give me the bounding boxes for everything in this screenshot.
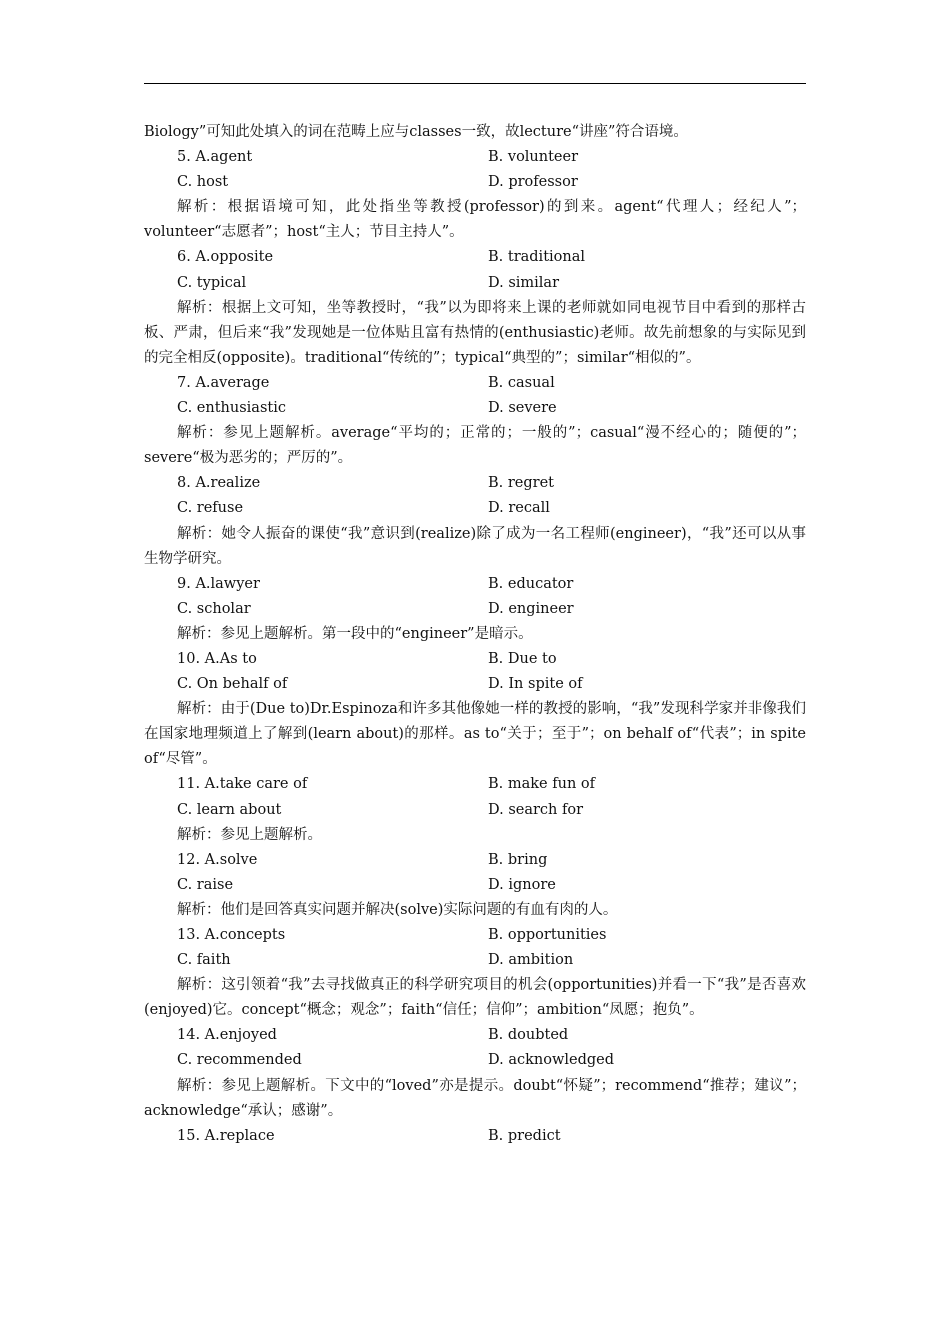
option-a: 12. A.solve — [177, 851, 258, 868]
question-block — [144, 848, 806, 923]
option-row — [144, 647, 806, 672]
question-block — [144, 371, 806, 471]
option-a: 10. A.As to — [177, 650, 257, 667]
option-d: D. In spite of — [488, 676, 583, 693]
explanation-paragraph: 解析：由于(Due to)Dr.Espinoza和许多其他像她一样的教授的影响，“我”发现科学家并非像我们在国家地理频道上了解到(learn about)的那样。as to“关于；至于”；on behalf of“代表”；in spite of“尽管”。 — [144, 701, 811, 768]
option-b: B. bring — [488, 851, 548, 868]
option-row — [144, 923, 806, 948]
option-row — [144, 848, 806, 873]
option-c: C. host — [177, 174, 229, 191]
option-a: 13. A.concepts — [177, 927, 286, 943]
option-b: B. Due to — [488, 650, 557, 667]
option-row — [144, 396, 806, 421]
option-d: D. severe — [488, 400, 557, 417]
option-row — [144, 597, 806, 622]
intro-paragraph: Biology”可知此处填入的词在范畴上应与classes一致，故lecture“讲座”符合语境。 — [144, 124, 688, 140]
option-d: D. ignore — [488, 876, 556, 893]
question-list — [144, 145, 811, 1124]
option-row — [144, 271, 806, 296]
option-b: B. volunteer — [488, 149, 579, 166]
option-a: 7. A.average — [177, 374, 270, 391]
option-a: 14. A.enjoyed — [177, 1027, 277, 1044]
option-row — [144, 471, 806, 496]
option-row — [144, 170, 806, 195]
option-a: 5. A.agent — [177, 149, 253, 166]
explanation-paragraph: 解析：参见上题解析。average“平均的；正常的；一般的”；casual“漫不经心的；随便的”；severe“极为恶劣的；严厉的”。 — [144, 425, 806, 467]
option-row — [144, 873, 806, 898]
option-row — [144, 948, 806, 973]
option-c: C. scholar — [177, 600, 251, 617]
question-block — [144, 647, 811, 772]
option-a: 11. A.take care of — [177, 776, 308, 793]
option-d: D. engineer — [488, 600, 574, 617]
option-row — [144, 245, 806, 270]
option-a: 6. A.opposite — [177, 249, 274, 266]
option-row — [144, 496, 806, 521]
option-c: C. raise — [177, 876, 234, 893]
option-row — [144, 1023, 806, 1048]
header-rule — [144, 83, 806, 84]
option-c: C. typical — [177, 274, 247, 291]
explanation-paragraph: 解析：根据上文可知，坐等教授时，“我”以为即将来上课的老师就如同电视节目中看到的那样古板、严肃，但后来“我”发现她是一位体贴且富有热情的(enthusiastic)老师。故先前想象的与实际见到的完全相反(opposite)。traditional“传统的”；typical“典型的”；similar“相似的”。 — [144, 299, 806, 366]
explanation-paragraph: 解析：参见上题解析。下文中的“loved”亦是提示。doubt“怀疑”；recommend“推荐；建议”；acknowledge“承认；感谢”。 — [144, 1077, 806, 1119]
question-block — [144, 145, 806, 245]
option-b: B. predict — [488, 1127, 561, 1144]
question-block — [144, 923, 806, 1023]
option-d: D. similar — [488, 274, 560, 291]
option-b: B. traditional — [488, 249, 586, 266]
option-d: D. professor — [488, 174, 578, 191]
option-b: B. opportunities — [488, 927, 607, 943]
option-b: B. doubted — [488, 1027, 569, 1044]
option-c: C. faith — [177, 952, 231, 969]
option-c: C. enthusiastic — [177, 400, 286, 417]
option-row — [144, 1048, 806, 1073]
option-c: C. On behalf of — [177, 676, 288, 693]
option-a: 15. A.replace — [177, 1127, 275, 1144]
option-row — [144, 1124, 806, 1149]
explanation-paragraph: 解析：她令人振奋的课使“我”意识到(realize)除了成为一名工程师(engineer)，“我”还可以从事生物学研究。 — [144, 525, 806, 567]
option-b: B. educator — [488, 575, 574, 592]
option-row — [144, 772, 806, 797]
option-c: C. learn about — [177, 801, 282, 818]
question-block — [144, 772, 806, 847]
option-b: B. make fun of — [488, 776, 595, 793]
explanation-paragraph: 解析：参见上题解析。 — [177, 826, 322, 843]
question-block — [144, 471, 806, 571]
explanation-paragraph: 解析：参见上题解析。第一段中的“engineer”是暗示。 — [177, 625, 533, 642]
option-d: D. ambition — [488, 952, 574, 969]
option-row — [144, 145, 806, 170]
page-content — [144, 120, 811, 1149]
option-b: B. casual — [488, 374, 555, 391]
option-row — [144, 371, 806, 396]
option-a: 9. A.lawyer — [177, 575, 260, 592]
option-d: D. acknowledged — [488, 1052, 615, 1069]
explanation-paragraph: 解析：这引领着“我”去寻找做真正的科学研究项目的机会(opportunities)并看一下“我”是否喜欢(enjoyed)它。concept“概念；观念”；faith“信任；信仰”；ambition“凤愿；抱负”。 — [144, 977, 806, 1019]
option-c: C. refuse — [177, 500, 244, 517]
option-row — [144, 572, 806, 597]
option-row — [144, 672, 806, 697]
option-b: B. regret — [488, 475, 555, 492]
explanation-paragraph: 解析：根据语境可知，此处指坐等教授(professor)的到来。agent“代理人；经纪人”；volunteer“志愿者”；host“主人；节目主持人”。 — [144, 199, 806, 241]
question-block — [144, 572, 806, 647]
option-d: D. recall — [488, 500, 550, 517]
question-block — [144, 1023, 806, 1123]
option-d: D. search for — [488, 801, 584, 818]
option-c: C. recommended — [177, 1052, 302, 1069]
explanation-paragraph: 解析：他们是回答真实问题并解决(solve)实际问题的有血有肉的人。 — [177, 901, 618, 918]
option-row — [144, 798, 806, 823]
question-block — [144, 245, 806, 370]
option-a: 8. A.realize — [177, 475, 261, 492]
